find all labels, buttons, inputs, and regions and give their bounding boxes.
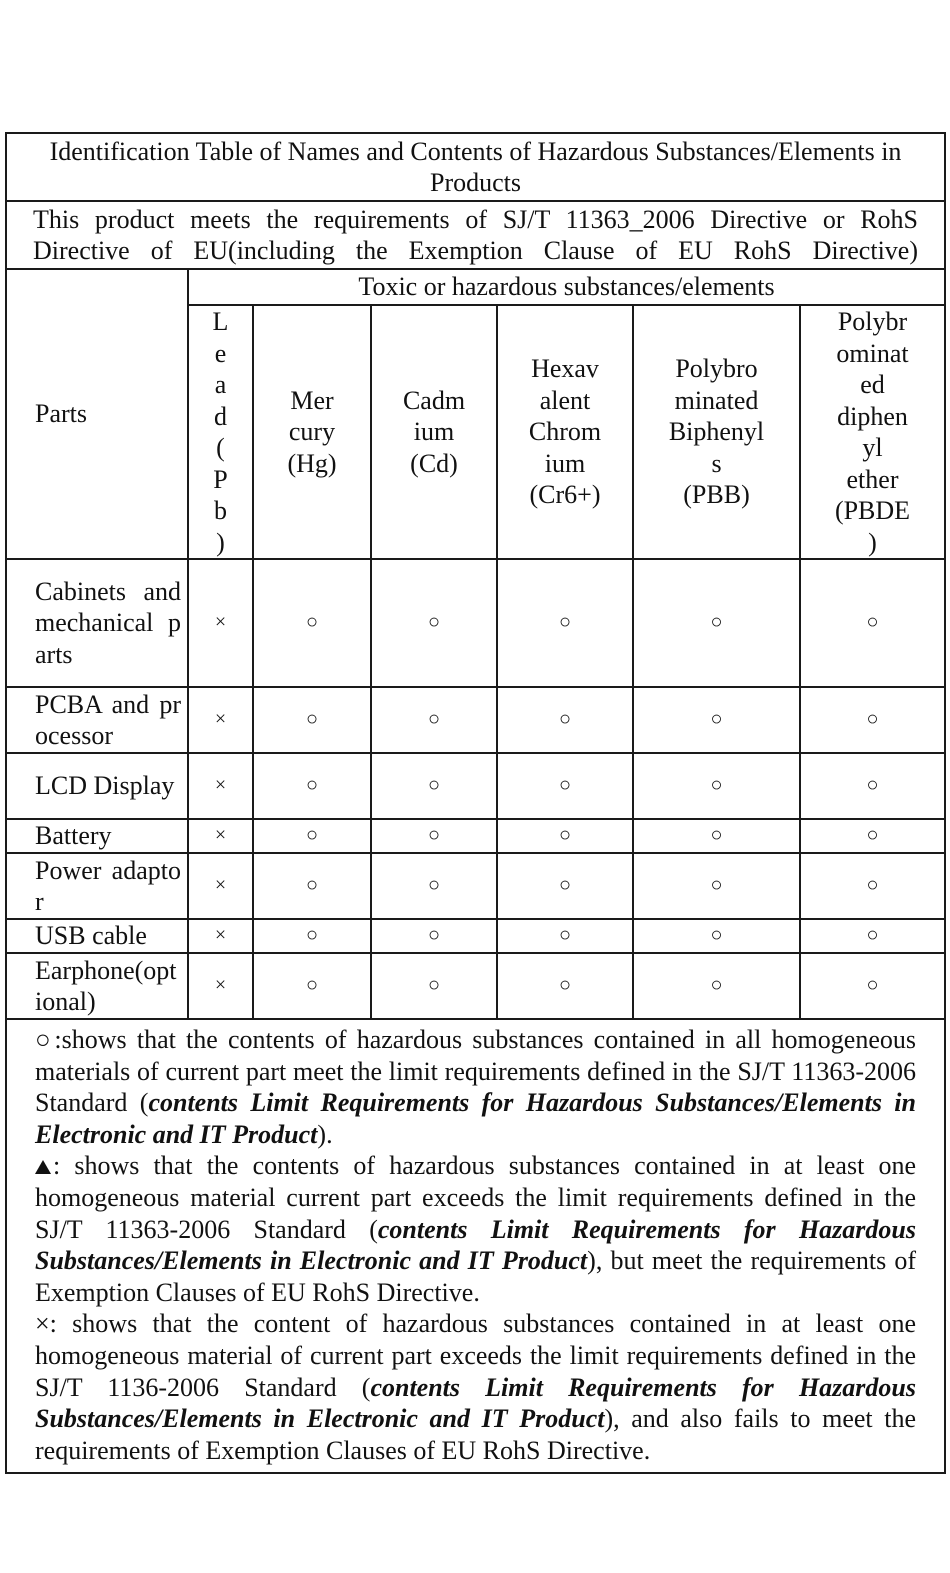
- column-header: Polybro minated Biphenyl s (PBB): [633, 305, 800, 559]
- triangle-icon: [35, 1160, 51, 1174]
- substance-status-cell: ○: [633, 559, 800, 687]
- substance-status-cell: ○: [497, 953, 633, 1019]
- column-header: Mer cury (Hg): [253, 305, 371, 559]
- legend-notes: [6, 1019, 945, 1473]
- circle-symbol: ○: [35, 1025, 55, 1054]
- note-compliant: ○:shows that the contents of hazardous substances contained in all homogeneous materials of current part meet the limit requirements defined in the SJ/T 11363-2006 Standard (contents Limit Requirements for Hazardous Substances/Elements in Electronic and IT Product).: [35, 1025, 916, 1149]
- substance-status-cell: ○: [497, 853, 633, 919]
- substance-status-cell: ○: [253, 753, 371, 819]
- substance-status-cell: ×: [188, 687, 253, 753]
- substance-status-cell: ○: [371, 559, 497, 687]
- substance-status-cell: ×: [188, 559, 253, 687]
- column-header: Polybr ominat ed diphen yl ether (PBDE ): [800, 305, 945, 559]
- substance-status-cell: ○: [253, 919, 371, 953]
- substance-status-cell: ○: [633, 853, 800, 919]
- substance-status-cell: ○: [633, 753, 800, 819]
- substance-status-cell: ○: [371, 953, 497, 1019]
- substance-status-cell: ×: [188, 953, 253, 1019]
- note-exempted: : shows that the contents of hazardous substances contained in at least one homogeneous material current part exceeds the limit requirements defined in the SJ/T 11363-2006 Standard (contents Limit Requirements for Hazardous Substances/Elements in Electronic and IT Product), but meet the requirements of Exemption Clauses of EU RohS Directive.: [35, 1151, 916, 1307]
- substance-status-cell: ○: [371, 687, 497, 753]
- substance-status-cell: ○: [371, 919, 497, 953]
- substance-status-cell: ○: [800, 559, 945, 687]
- substance-status-cell: ○: [253, 819, 371, 853]
- substance-status-cell: ○: [253, 687, 371, 753]
- substance-status-cell: ○: [497, 559, 633, 687]
- substance-status-cell: ○: [497, 687, 633, 753]
- table-title: Identification Table of Names and Contents of Hazardous Substances/Elements in Products: [6, 133, 945, 201]
- table-row: [6, 559, 945, 687]
- part-name: Earphone(optional): [6, 953, 188, 1019]
- substance-status-cell: ○: [800, 819, 945, 853]
- part-name: Cabinets and mechanical parts: [6, 559, 188, 687]
- substance-status-cell: ○: [497, 819, 633, 853]
- substance-status-cell: ×: [188, 753, 253, 819]
- substance-status-cell: ○: [371, 853, 497, 919]
- substance-status-cell: ○: [253, 559, 371, 687]
- note-exceeds: ×: shows that the content of hazardous substances contained in at least one homogeneous material of current part exceeds the limit requirements defined in the SJ/T 1136-2006 Standard (contents Limit Requirements for Hazardous Substances/Elements in Electronic and IT Product), and also fails to meet the requirements of Exemption Clauses of EU RohS Directive.: [35, 1309, 917, 1465]
- table-row: [6, 919, 945, 953]
- table-row: [6, 853, 945, 919]
- substance-status-cell: ○: [633, 819, 800, 853]
- part-name: Battery: [6, 819, 188, 853]
- part-name: LCD Display: [6, 753, 188, 819]
- substance-status-cell: ×: [188, 853, 253, 919]
- substance-status-cell: ○: [800, 953, 945, 1019]
- table-row: [6, 687, 945, 753]
- substance-status-cell: ○: [800, 687, 945, 753]
- column-header: L e a d ( P b ): [188, 305, 253, 559]
- substance-status-cell: ○: [800, 853, 945, 919]
- substance-status-cell: ○: [633, 919, 800, 953]
- substance-status-cell: ○: [800, 919, 945, 953]
- table-row: [6, 819, 945, 853]
- substance-status-cell: ○: [633, 953, 800, 1019]
- table-row: [6, 953, 945, 1019]
- substance-status-cell: ○: [253, 953, 371, 1019]
- table-row: [6, 753, 945, 819]
- substance-status-cell: ○: [497, 753, 633, 819]
- hazardous-substances-table: [5, 132, 946, 1474]
- part-name: Power adaptor: [6, 853, 188, 919]
- part-name: USB cable: [6, 919, 188, 953]
- column-header: Hexav alent Chrom ium (Cr6+): [497, 305, 633, 559]
- substance-status-cell: ○: [371, 819, 497, 853]
- substance-status-cell: ○: [253, 853, 371, 919]
- substance-status-cell: ○: [800, 753, 945, 819]
- compliance-statement: This product meets the requirements of SJ/T 11363_2006 Directive or RohS Directive of EU(including the Exemption Clause of EU RohS Directive): [6, 201, 945, 269]
- substances-group-header: Toxic or hazardous substances/elements: [188, 269, 945, 305]
- parts-header: Parts: [6, 269, 188, 559]
- substance-status-cell: ×: [188, 819, 253, 853]
- part-name: PCBA and processor: [6, 687, 188, 753]
- cross-symbol: ×: [35, 1309, 50, 1339]
- substance-status-cell: ○: [497, 919, 633, 953]
- substance-status-cell: ×: [188, 919, 253, 953]
- column-header: Cadm ium (Cd): [371, 305, 497, 559]
- substance-status-cell: ○: [371, 753, 497, 819]
- substance-status-cell: ○: [633, 687, 800, 753]
